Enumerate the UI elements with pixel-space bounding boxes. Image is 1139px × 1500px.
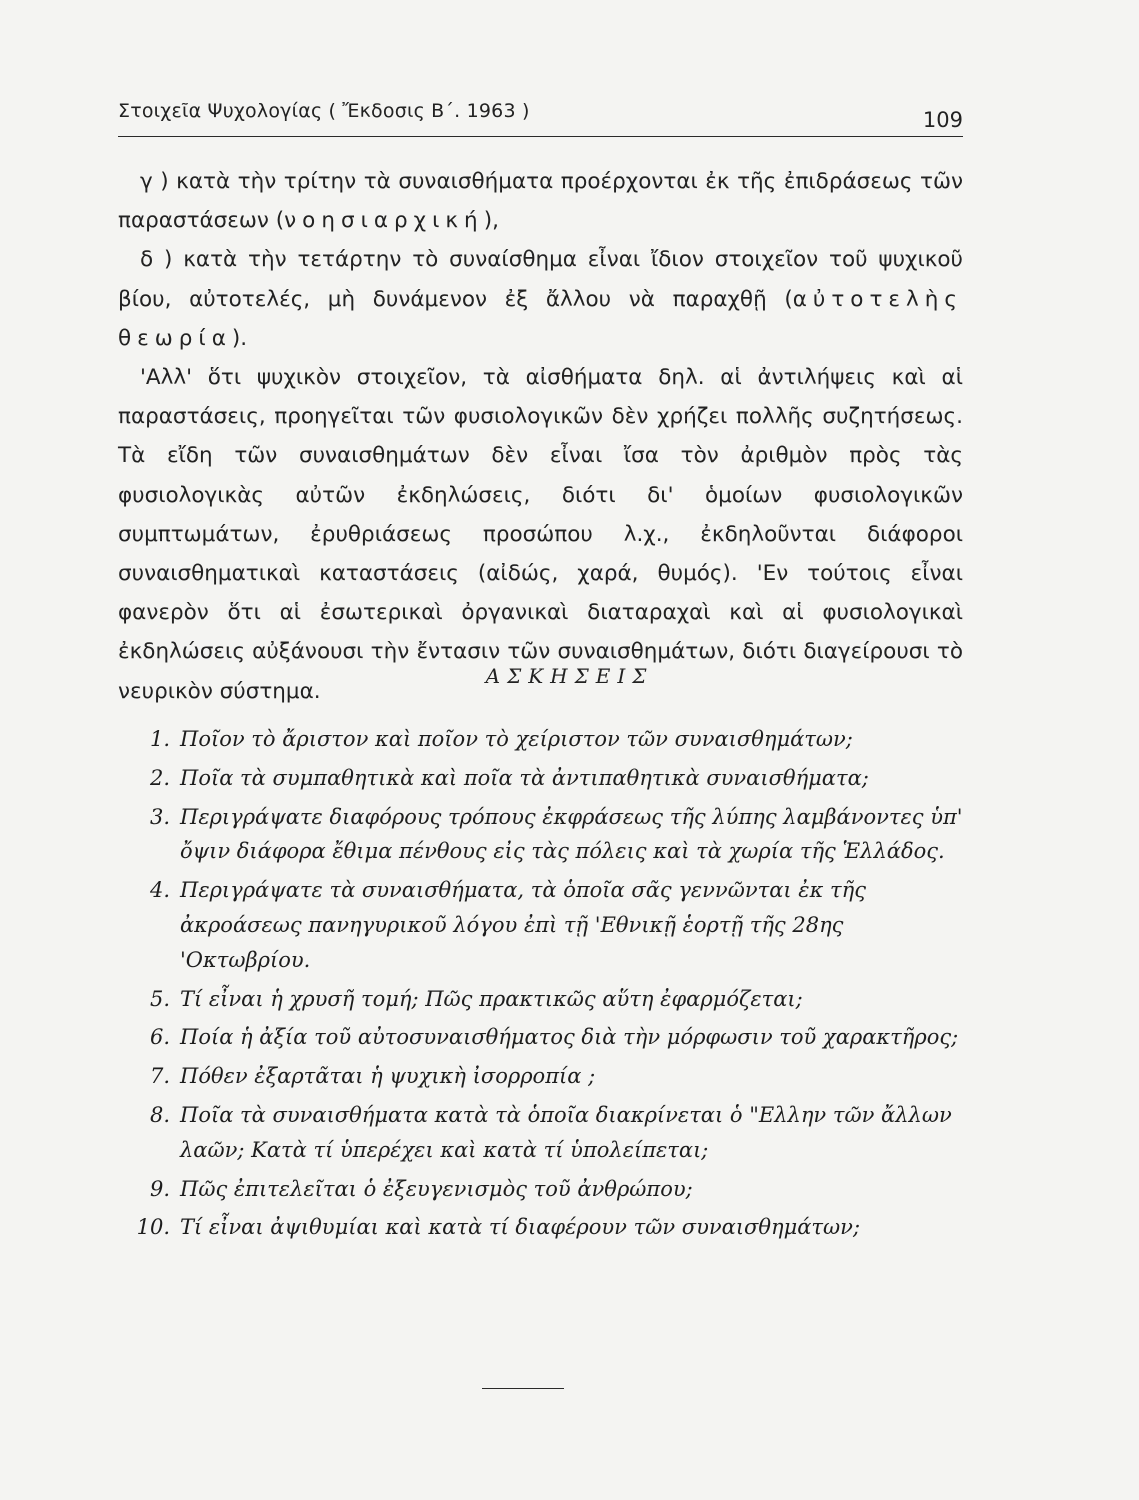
exercise-item xyxy=(130,1210,965,1245)
exercise-text: Ποῖον τὸ ἄριστον καὶ ποῖον τὸ χείριστον τῶν συναισθημάτων; xyxy=(180,727,853,751)
exercise-number: 7. xyxy=(149,1064,170,1089)
exercise-item xyxy=(130,1098,965,1168)
exercise-text: Ποῖα τὰ συναισθήματα κατὰ τὰ ὁποῖα διακρίνεται ὁ "Ελλην τῶν ἄλλων λαῶν; Κατὰ τί ὑπερέχει καὶ κατὰ τί ὑπολείπεται; xyxy=(180,1102,952,1162)
exercise-item xyxy=(130,1020,965,1055)
exercise-number: 1. xyxy=(149,727,170,751)
exercise-number: 6. xyxy=(149,1025,170,1050)
exercise-item xyxy=(130,800,965,870)
header-rule xyxy=(118,136,963,137)
page-header xyxy=(118,98,963,142)
end-rule xyxy=(482,1388,564,1389)
exercise-item xyxy=(130,1172,965,1207)
exercise-item xyxy=(130,873,965,977)
paragraph-main: 'Αλλ' ὅτι ψυχικὸν στοιχεῖον, τὰ αἰσθήματα δηλ. αἱ ἀντιλήψεις καὶ αἱ παραστάσεις, προηγεῖται τῶν φυσιολογικῶν δὲν χρήζει πολλῆς συζητήσεως. Τὰ εἴδη τῶν συναισθημάτων δὲν εἶναι ἴσα τὸν ἀριθμὸν πρὸς τὰς φυσιολογικὰς αὐτῶν ἐκδηλώσεις, διότι δι' ὁμοίων φυσιολογικῶν συμπτωμάτων, ἐρυθριάσεως προσώπου λ.χ., ἐκδηλοῦνται διάφοροι συναισθηματικαὶ καταστάσεις (αἰδώς, χαρά, θυμός). 'Εν τούτοις εἶναι φανερὸν ὅτι αἱ ἐσωτερικαὶ ὀργανικαὶ διαταραχαὶ καὶ αἱ φυσιολογικαὶ ἐκδηλώσεις αὐξάνουσι τὴν ἔντασιν τῶν συναισθημάτων, διότι διαγείρουσι τὸ νευρικὸν σύστημα. xyxy=(118,365,963,704)
exercise-number: 9. xyxy=(149,1176,170,1201)
page-number: 109 xyxy=(922,108,963,132)
exercise-item xyxy=(130,761,965,796)
exercise-text: Ποία ἡ ἀξία τοῦ αὐτοσυναισθήματος διὰ τὴν μόρφωσιν τοῦ χαρακτῆρος; xyxy=(180,1025,959,1050)
exercises-heading: ΑΣΚΗΣΕΙΣ xyxy=(485,664,654,688)
exercise-text: Περιγράψατε διαφόρους τρόπους ἐκφράσεως τῆς λύπης λαμβάνοντες ὑπ' ὄψιν διάφορα ἔθιμα πένθους εἰς τὰς πόλεις καὶ τὰ χωρία τῆς Ἑλλάδος. xyxy=(180,804,963,864)
body-text xyxy=(118,162,963,711)
paragraph-gamma-text: γ ) κατὰ τὴν τρίτην τὰ συναισθήματα προέρχονται ἐκ τῆς ἐπιδράσεως τῶν παραστάσεων ( xyxy=(118,169,963,234)
exercise-number: 8. xyxy=(149,1102,170,1127)
paragraph-delta-end: ). xyxy=(231,325,248,351)
paragraph-gamma-end: ), xyxy=(483,208,499,234)
paragraph-gamma xyxy=(118,162,963,240)
exercise-number: 4. xyxy=(149,878,170,903)
exercise-text: Ποῖα τὰ συμπαθητικὰ καὶ ποῖα τὰ ἀντιπαθητικὰ συναισθήματα; xyxy=(180,765,869,790)
paragraph-delta-text: δ ) κατὰ τὴν τετάρτην τὸ συναίσθημα εἶναι ἴδιον στοιχεῖον τοῦ ψυχικοῦ βίου, αὐτοτελές, μὴ δυνάμενον ἐξ ἄλλου νὰ παραχθῇ ( xyxy=(118,247,963,312)
exercise-text: Περιγράψατε τὰ συναισθήματα, τὰ ὁποῖα σᾶς γεννῶνται ἐκ τῆς ἀκροάσεως πανηγυρικοῦ λόγου ἐπὶ τῇ 'Εθνικῇ ἑορτῇ τῆς 28ης 'Οκτωβρίου. xyxy=(180,878,866,972)
running-head: Στοιχεῖα Ψυχολογίας ( Ἔκδοσις Β΄. 1963 ) xyxy=(118,100,530,122)
exercise-text: Πόθεν ἐξαρτᾶται ἡ ψυχικὴ ἰσορροπία ; xyxy=(180,1064,596,1089)
exercise-number: 2. xyxy=(149,765,170,790)
exercise-number: 3. xyxy=(149,804,170,829)
exercise-text: Τί εἶναι ἀψιθυμίαι καὶ κατὰ τί διαφέρουν τῶν συναισθημάτων; xyxy=(180,1215,861,1240)
exercise-item xyxy=(130,982,965,1017)
exercise-number: 5. xyxy=(149,986,170,1011)
exercise-text: Πῶς ἐπιτελεῖται ὁ ἐξευγενισμὸς τοῦ ἀνθρώπου; xyxy=(180,1176,693,1201)
paragraph-delta xyxy=(118,240,963,358)
exercise-item xyxy=(130,1059,965,1094)
exercise-text: Τί εἶναι ἡ χρυσῆ τομή; Πῶς πρακτικῶς αὕτη ἐφαρμόζεται; xyxy=(180,986,803,1011)
spaced-term-noesiarchike: νοησιαρχική xyxy=(284,208,484,234)
exercise-number: 10. xyxy=(136,1215,170,1240)
spaced-term-autoteles-theoria: αὐτοτελὴς θεωρία xyxy=(118,286,963,351)
exercise-list xyxy=(130,722,965,1245)
exercise-item xyxy=(130,722,965,757)
